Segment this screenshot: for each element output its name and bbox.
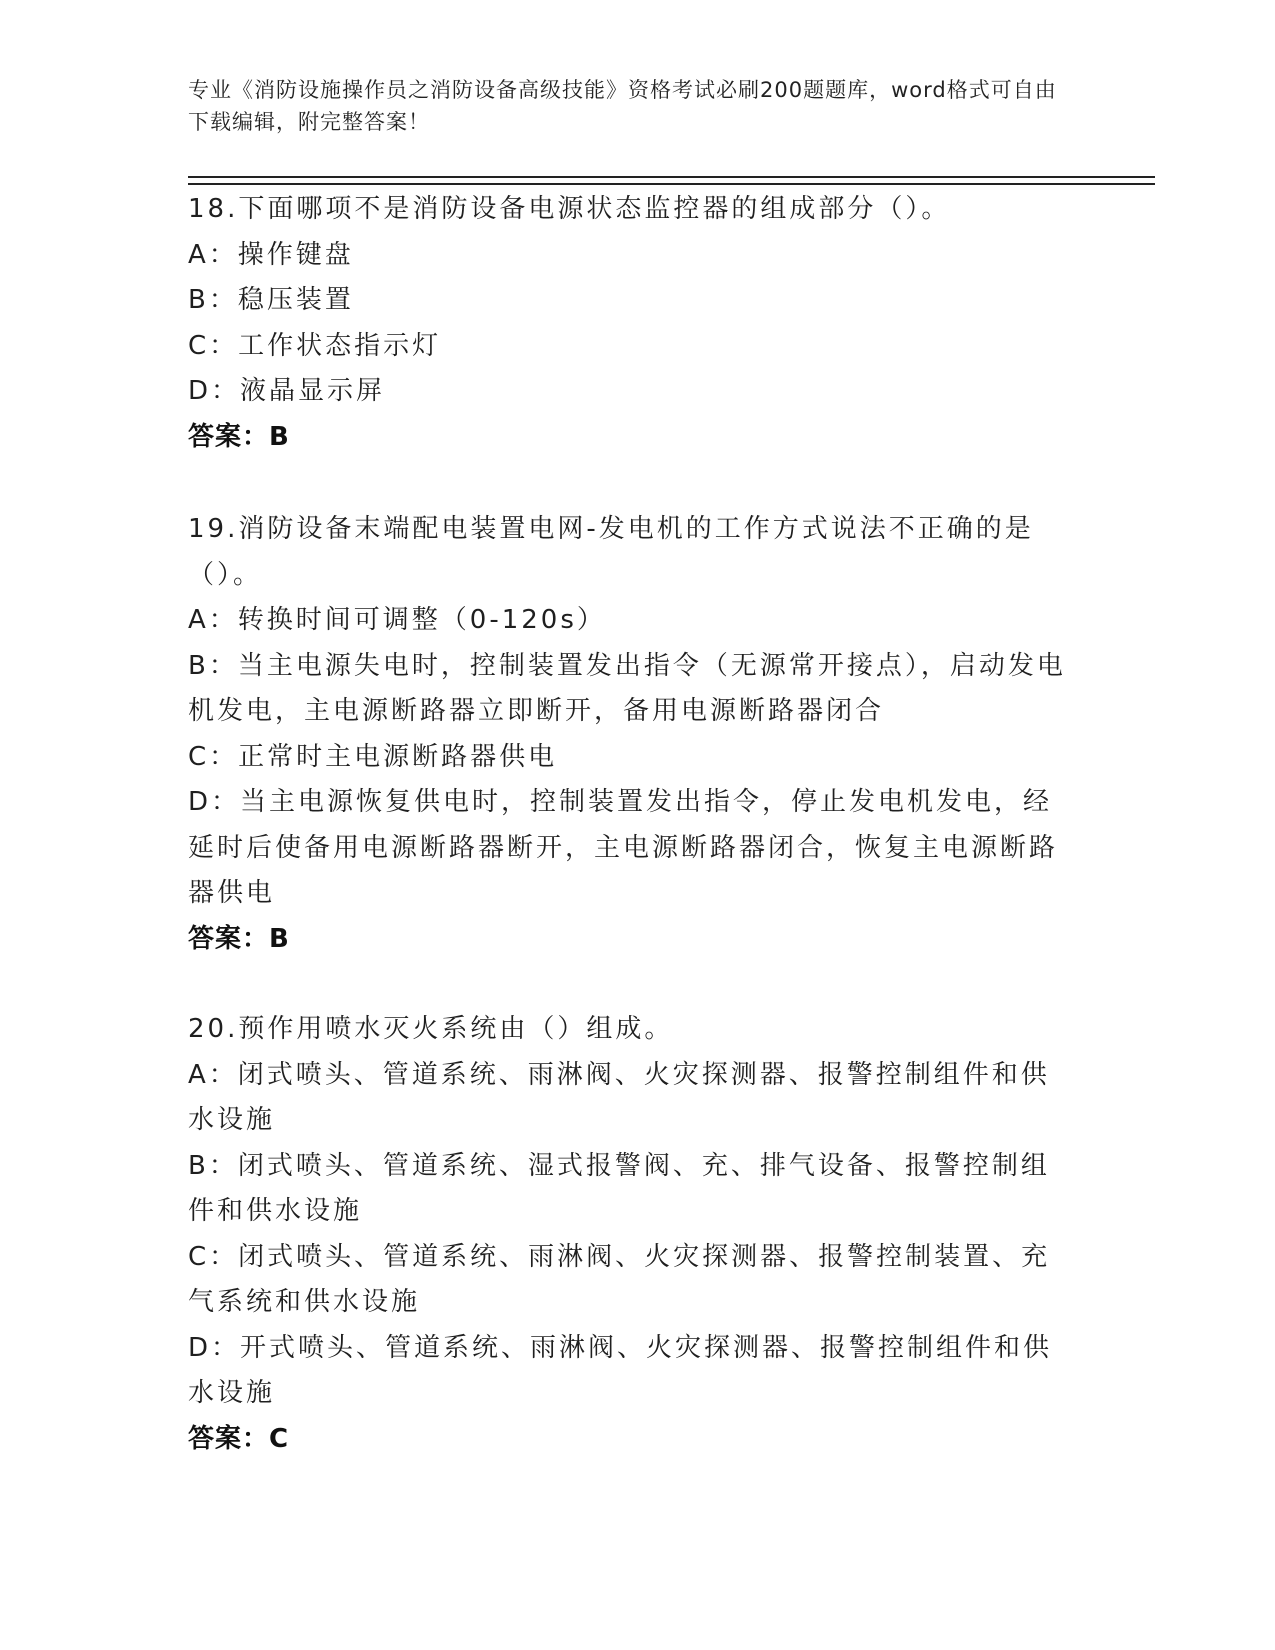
answer-label: 答案：B xyxy=(188,923,290,954)
header-divider-bottom xyxy=(188,183,1155,185)
question-20 xyxy=(188,1007,1068,1462)
question-19 xyxy=(188,507,1068,962)
option-c: C：闭式喷头、管道系统、雨淋阀、火灾探测器、报警控制装置、充气系统和供水设施 xyxy=(188,1241,1051,1317)
question-18 xyxy=(188,187,1068,460)
option-a: A：转换时间可调整（0-120s） xyxy=(188,605,606,635)
answer-label: 答案：C xyxy=(188,1423,290,1454)
option-d: D：液晶显示屏 xyxy=(188,376,386,406)
option-c: C：正常时主电源断路器供电 xyxy=(188,741,558,772)
option-b: B：当主电源失电时，控制装置发出指令（无源常开接点），启动发电机发电，主电源断路器立即断开，备用电源断路器闭合 xyxy=(188,650,1066,726)
option-b: B：稳压装置 xyxy=(188,285,354,315)
document-header-note: 专业《消防设施操作员之消防设备高级技能》资格考试必刷200题题库，word格式可自由下载编辑，附完整答案！ xyxy=(188,78,1057,134)
question-stem: 18.下面哪项不是消防设备电源状态监控器的组成部分（）。 xyxy=(188,194,951,224)
option-a: A：操作键盘 xyxy=(188,239,354,270)
option-d: D：当主电源恢复供电时，控制装置发出指令，停止发电机发电，经延时后使备用电源断路器断开，主电源断路器闭合，恢复主电源断路器供电 xyxy=(188,787,1059,908)
option-d: D：开式喷头、管道系统、雨淋阀、火灾探测器、报警控制组件和供水设施 xyxy=(188,1332,1053,1408)
header-divider-top xyxy=(188,176,1155,178)
answer-label: 答案：B xyxy=(188,421,290,452)
question-stem: 20.预作用喷水灭火系统由（）组成。 xyxy=(188,1014,674,1044)
question-stem: 19.消防设备末端配电装置电网-发电机的工作方式说法不正确的是（）。 xyxy=(188,514,1034,590)
option-b: B：闭式喷头、管道系统、湿式报警阀、充、排气设备、报警控制组件和供水设施 xyxy=(188,1150,1050,1226)
option-a: A：闭式喷头、管道系统、雨淋阀、火灾探测器、报警控制组件和供水设施 xyxy=(188,1059,1050,1135)
option-c: C：工作状态指示灯 xyxy=(188,330,442,361)
